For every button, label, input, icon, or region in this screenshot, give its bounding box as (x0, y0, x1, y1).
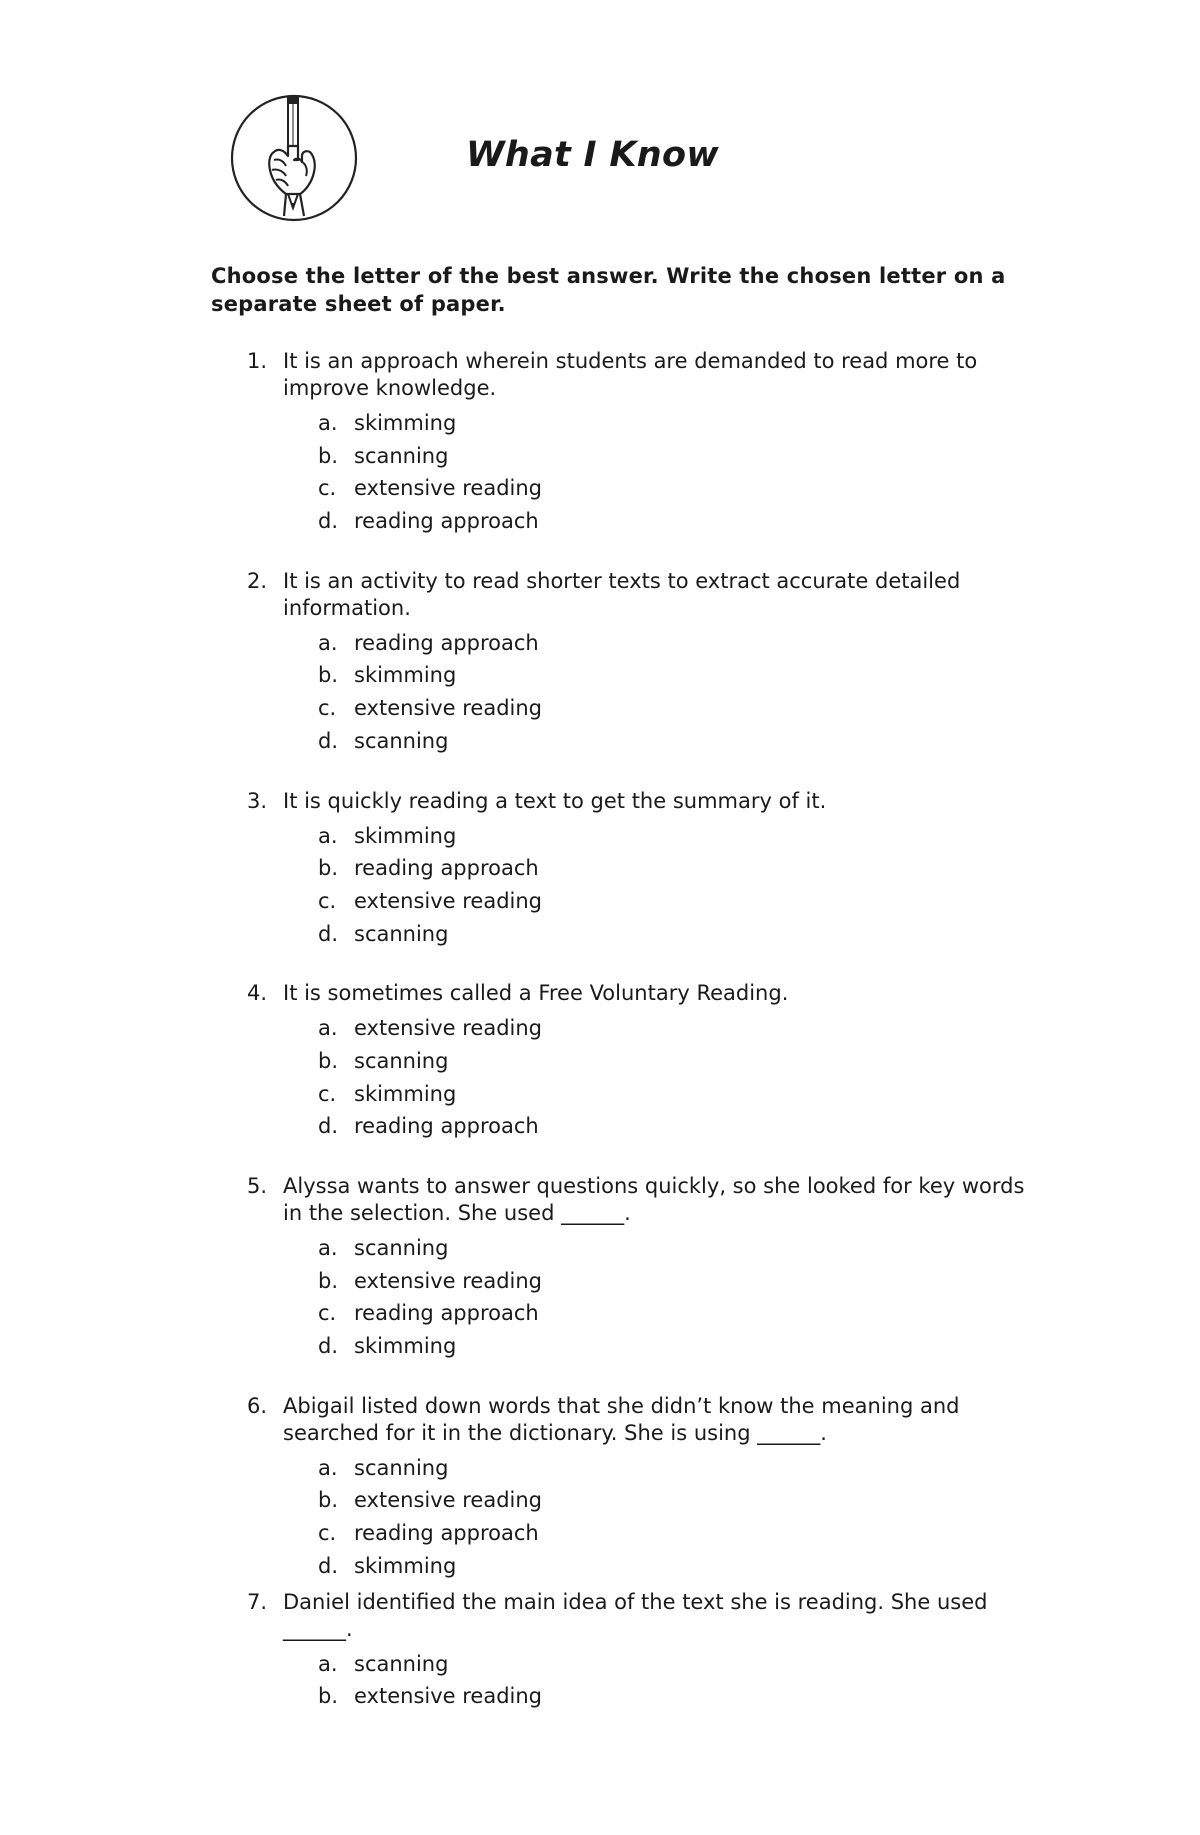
option-text: skimming (354, 411, 457, 435)
option-letter: a. (318, 1651, 338, 1676)
option-item (283, 852, 1041, 885)
option-item (283, 885, 1041, 918)
option-item (283, 1517, 1041, 1550)
option-item (283, 692, 1041, 725)
option-text: extensive reading (354, 476, 543, 501)
option-item (283, 1078, 1041, 1111)
question-item (211, 1589, 1041, 1713)
question-number: 4. (247, 981, 268, 1006)
options-list (283, 1012, 1041, 1143)
option-item (283, 725, 1041, 758)
question-number: 1. (247, 349, 268, 373)
option-item (283, 918, 1041, 951)
option-letter: a. (318, 411, 338, 435)
option-letter: b. (318, 1268, 339, 1293)
options-list (283, 1648, 1041, 1713)
option-item (283, 1452, 1041, 1485)
option-text: reading approach (354, 1114, 539, 1139)
option-item (283, 1680, 1041, 1713)
option-text: reading approach (354, 509, 539, 534)
question-number: 6. (247, 1393, 268, 1418)
options-list (283, 1232, 1041, 1363)
option-text: scanning (354, 1455, 449, 1480)
option-letter: c. (318, 1521, 337, 1546)
option-text: extensive reading (354, 1268, 543, 1293)
question-item (211, 348, 1041, 538)
option-text: skimming (354, 663, 457, 688)
option-letter: b. (318, 1488, 339, 1513)
option-letter: d. (318, 1334, 339, 1359)
option-text: reading approach (354, 1301, 539, 1326)
option-letter: a. (318, 1016, 338, 1041)
option-text: reading approach (354, 630, 539, 655)
option-text: scanning (354, 921, 449, 946)
question-number: 3. (247, 788, 268, 813)
option-letter: b. (318, 1048, 339, 1073)
option-letter: b. (318, 856, 339, 881)
option-text: extensive reading (354, 1684, 543, 1709)
question-number: 2. (247, 568, 268, 593)
option-text: scanning (354, 728, 449, 753)
option-letter: a. (318, 1455, 338, 1480)
option-text: extensive reading (354, 1016, 543, 1041)
option-letter: d. (318, 921, 339, 946)
question-item (211, 568, 1041, 758)
question-item (211, 980, 1041, 1143)
option-item (283, 1484, 1041, 1517)
hand-holding-pencil-icon (226, 90, 362, 226)
option-letter: d. (318, 509, 339, 534)
questions-list (211, 348, 1041, 1743)
question-item (211, 788, 1041, 951)
option-item (283, 1648, 1041, 1681)
option-text: scanning (354, 1236, 449, 1260)
question-text: It is an activity to read shorter texts to extract accurate detailed information. (283, 568, 961, 620)
question-item (211, 1173, 1041, 1363)
option-letter: d. (318, 1114, 339, 1139)
option-text: skimming (354, 1553, 457, 1578)
option-text: reading approach (354, 1521, 539, 1546)
option-letter: c. (318, 888, 337, 913)
page-title: What I Know (466, 135, 719, 175)
option-text: skimming (354, 1081, 457, 1106)
option-item (283, 407, 1041, 440)
option-letter: d. (318, 728, 339, 753)
option-letter: c. (318, 1081, 337, 1106)
question-text: Daniel identified the main idea of the text she is reading. She used ______. (283, 1589, 988, 1641)
option-item (283, 1045, 1041, 1078)
option-text: reading approach (354, 856, 539, 881)
option-letter: c. (318, 696, 337, 721)
option-item (283, 1012, 1041, 1045)
option-item (283, 440, 1041, 473)
option-text: extensive reading (354, 888, 543, 913)
question-text: It is sometimes called a Free Voluntary Reading. (283, 981, 789, 1006)
option-item (283, 1297, 1041, 1330)
option-letter: b. (318, 443, 339, 468)
option-item (283, 627, 1041, 660)
option-item (283, 659, 1041, 692)
question-text: It is an approach wherein students are demanded to read more to improve knowledge. (283, 349, 978, 400)
option-text: extensive reading (354, 1488, 543, 1513)
option-letter: b. (318, 1684, 339, 1709)
question-number: 5. (247, 1174, 268, 1198)
option-letter: a. (318, 630, 338, 655)
option-letter: c. (318, 1301, 337, 1326)
option-item (283, 472, 1041, 505)
question-text: Alyssa wants to answer questions quickly, so she looked for key words in the selection. She used ______. (283, 1174, 1025, 1225)
question-number: 7. (247, 1589, 268, 1614)
question-text: Abigail listed down words that she didn’t know the meaning and searched for it in the dictionary. She is using ______. (283, 1393, 960, 1445)
options-list (283, 820, 1041, 951)
option-item (283, 1232, 1041, 1265)
option-item (283, 1110, 1041, 1143)
option-text: extensive reading (354, 696, 543, 721)
option-item (283, 1550, 1041, 1583)
option-letter: d. (318, 1553, 339, 1578)
option-text: scanning (354, 1048, 449, 1073)
option-item (283, 1330, 1041, 1363)
option-item (283, 820, 1041, 853)
options-list (283, 1452, 1041, 1583)
option-text: scanning (354, 1651, 449, 1676)
option-text: skimming (354, 823, 457, 848)
option-letter: a. (318, 1236, 338, 1260)
option-text: skimming (354, 1334, 457, 1359)
options-list (283, 627, 1041, 758)
option-item (283, 1265, 1041, 1298)
option-item (283, 505, 1041, 538)
question-text: It is quickly reading a text to get the summary of it. (283, 788, 827, 813)
question-item (211, 1393, 1041, 1583)
option-letter: b. (318, 663, 339, 688)
option-letter: c. (318, 476, 337, 501)
option-letter: a. (318, 823, 338, 848)
instructions-text: Choose the letter of the best answer. Write the chosen letter on a separate sheet of paper. (211, 264, 1006, 316)
options-list (283, 407, 1041, 538)
option-text: scanning (354, 443, 449, 468)
